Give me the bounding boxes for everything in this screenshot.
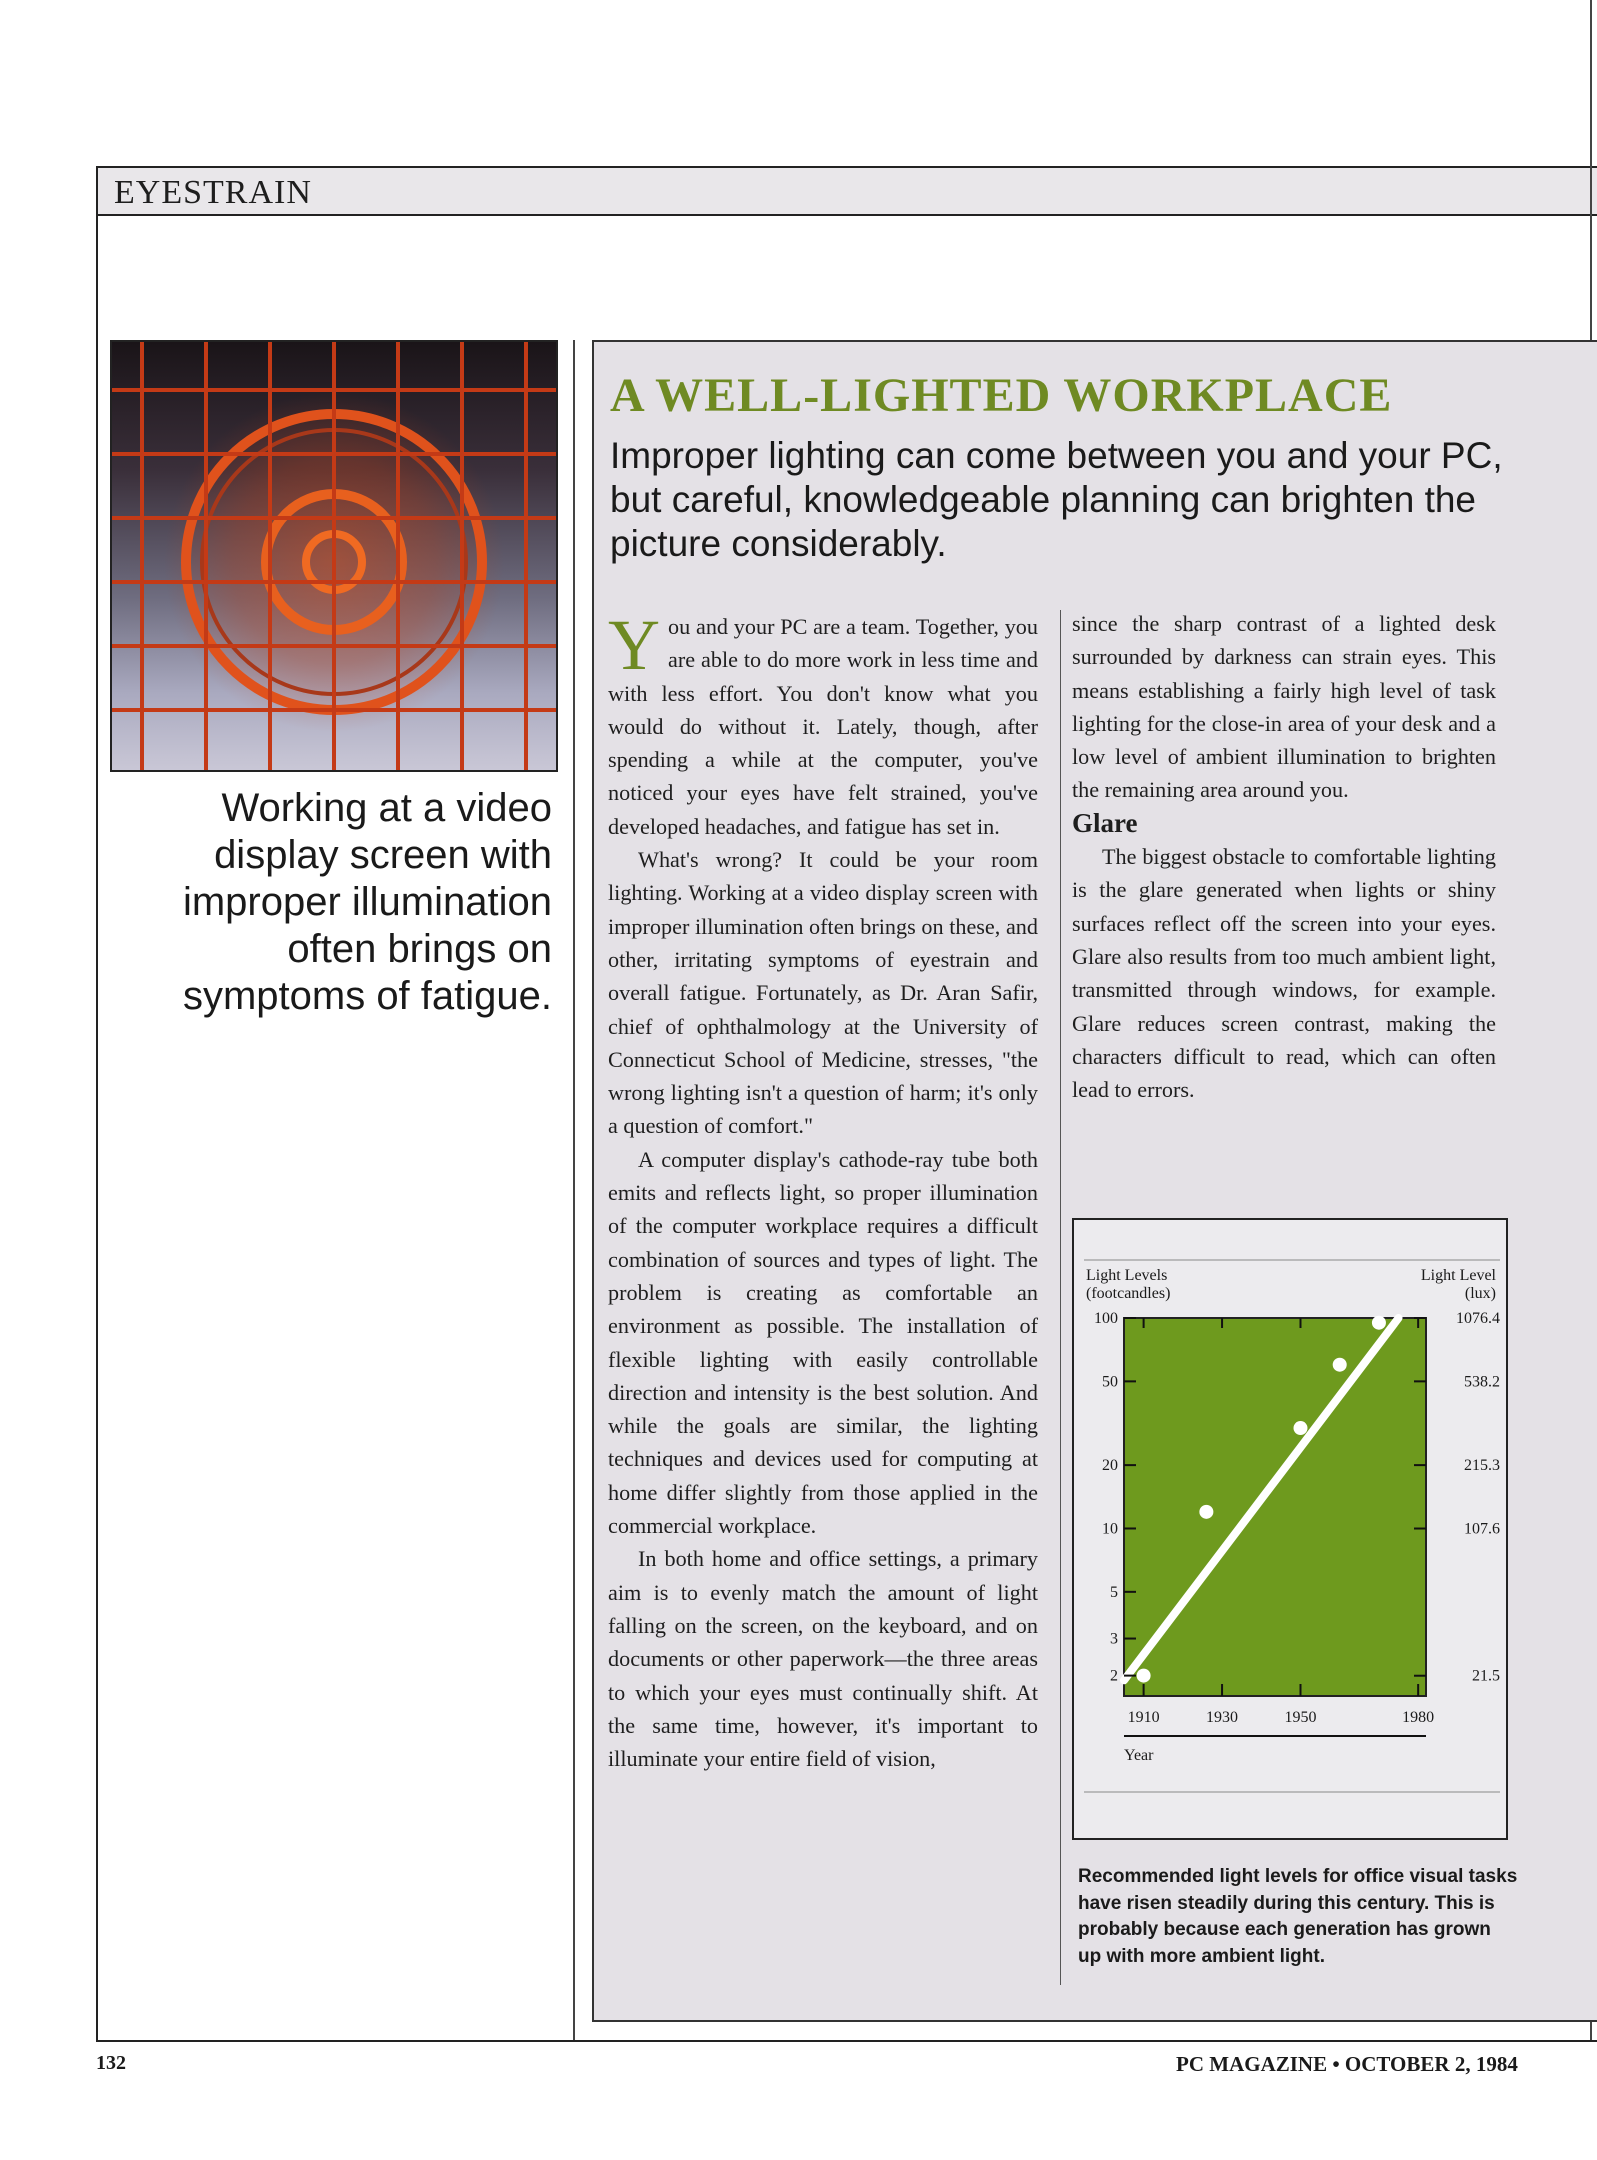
chart-left-axis-label-1: Light Levels xyxy=(1086,1267,1168,1284)
chart-left-tick-label-2: 50 xyxy=(1102,1373,1118,1391)
article-column-2 xyxy=(1072,607,1496,1106)
drop-cap: Y xyxy=(608,605,660,685)
target-grid-photo xyxy=(110,340,558,772)
subhead-glare: Glare xyxy=(1072,807,1138,838)
chart-right-axis-label-2: (lux) xyxy=(1464,1285,1496,1302)
chart-left-tick-label-1: 100 xyxy=(1094,1310,1118,1327)
chart-point-5 xyxy=(1372,1316,1386,1330)
chart-left-tick-label-6: 3 xyxy=(1110,1630,1118,1648)
chart-x-tick-label-2: 1930 xyxy=(1206,1709,1239,1726)
article-column-1 xyxy=(608,605,1038,1775)
chart-x-tick-label-3: 1950 xyxy=(1284,1709,1317,1726)
chart-right-tick-label-1: 1076.4 xyxy=(1456,1310,1500,1327)
chart-left-tick-label-7: 2 xyxy=(1110,1667,1118,1685)
target-grid-icon xyxy=(112,342,558,772)
paragraph-5: since the sharp contrast of a lighted desk surrounded by darkness can strain eyes. This means establishing a fairly high level of task lighting for the close-in area of your desk and a low level of ambient illumination to brighten the remaining area around you. xyxy=(1072,611,1496,803)
section-label: EYESTRAIN xyxy=(114,174,312,211)
paragraph-1 xyxy=(608,605,1038,843)
chart-point-2 xyxy=(1199,1505,1213,1519)
article-panel xyxy=(592,340,1597,2022)
chart-x-tick-label-4: 1980 xyxy=(1402,1709,1435,1726)
chart-point-1 xyxy=(1137,1669,1151,1683)
paragraph-6: The biggest obstacle to comfortable lighting is the glare generated when lights or shiny surfaces reflect off the screen into your eyes. Glare also results from too much ambient light, transmitted through windows, for example. Glare reduces screen contrast, making the characters difficult to read, which can often lead to errors. xyxy=(1072,844,1496,1103)
light-levels-chart xyxy=(1072,1218,1508,1840)
publication-line: PC MAGAZINE • OCTOBER 2, 1984 xyxy=(1176,2052,1518,2076)
chart-left-tick-label-3: 20 xyxy=(1102,1457,1118,1475)
chart-right-axis-label-1: Light Level xyxy=(1420,1267,1496,1284)
chart-x-axis-label: Year xyxy=(1124,1747,1154,1764)
page-number: 132 xyxy=(96,2052,126,2074)
article-title: A WELL-LIGHTED WORKPLACE xyxy=(610,369,1393,422)
column-divider xyxy=(573,340,575,2040)
chart-svg xyxy=(1074,1220,1510,1842)
chart-left-axis-label-2: (footcandles) xyxy=(1086,1285,1171,1302)
column-rule xyxy=(1060,610,1061,1985)
paragraph-1-text: ou and your PC are a team. Together, you are able to do more work in less time and with less effort. You don't know what you would do without it. Lately, though, after spending a while at the computer, you've noticed your eyes have felt strained, you've developed headaches, and fatigue has set in. xyxy=(608,614,1038,839)
chart-caption: Recommended light levels for office visual tasks have risen steadily during this century. This is probably because each generation has grown up with more ambient light. xyxy=(1078,1866,1518,1967)
chart-plot-area xyxy=(1124,1318,1426,1696)
chart-right-tick-label-4: 107.6 xyxy=(1464,1520,1500,1538)
chart-right-tick-label-3: 215.3 xyxy=(1464,1457,1500,1475)
chart-point-4 xyxy=(1333,1358,1347,1372)
chart-point-3 xyxy=(1293,1421,1307,1435)
article-deck: Improper lighting can come between you and your PC, but careful, knowledgeable planning can brighten the picture considerably. xyxy=(610,435,1503,564)
paragraph-2: What's wrong? It could be your room lighting. Working at a video display screen with improper illumination often brings on these, and other, irritating symptoms of eyestrain and overall fatigue. Fortunately, as Dr. Aran Safir, chief of ophthalmology at the University of Connecticut School of Medicine, stresses, "the wrong lighting isn't a question of harm; it's only a question of comfort." xyxy=(608,847,1038,1139)
chart-right-tick-label-2: 538.2 xyxy=(1464,1373,1500,1391)
chart-left-tick-label-4: 10 xyxy=(1102,1520,1118,1538)
paragraph-4: In both home and office settings, a primary aim is to evenly match the amount of light falling on the screen, on the keyboard, and on documents or other paperwork—the three areas to which your eyes must continually shift. At the same time, however, it's important to illuminate your entire field of vision, xyxy=(608,1546,1038,1772)
chart-right-tick-label-5: 21.5 xyxy=(1472,1667,1500,1685)
chart-x-tick-label-1: 1910 xyxy=(1127,1709,1160,1726)
chart-left-tick-label-5: 5 xyxy=(1110,1583,1118,1601)
paragraph-3: A computer display's cathode-ray tube both emits and reflects light, so proper illumination of the computer workplace requires a difficult combination of sources and types of light. The problem is creating as comfortable an environment as possible. The installation of flexible lighting with easily controllable direction and intensity is the best solution. And while the goals are similar, the lighting techniques and devices used for computing at home differ slightly from those applied in the commercial workplace. xyxy=(608,1146,1038,1539)
section-header-bar xyxy=(98,168,1597,216)
photo-caption: Working at a video display screen with improper illumination often brings on symptoms of fatigue. xyxy=(182,786,552,1018)
